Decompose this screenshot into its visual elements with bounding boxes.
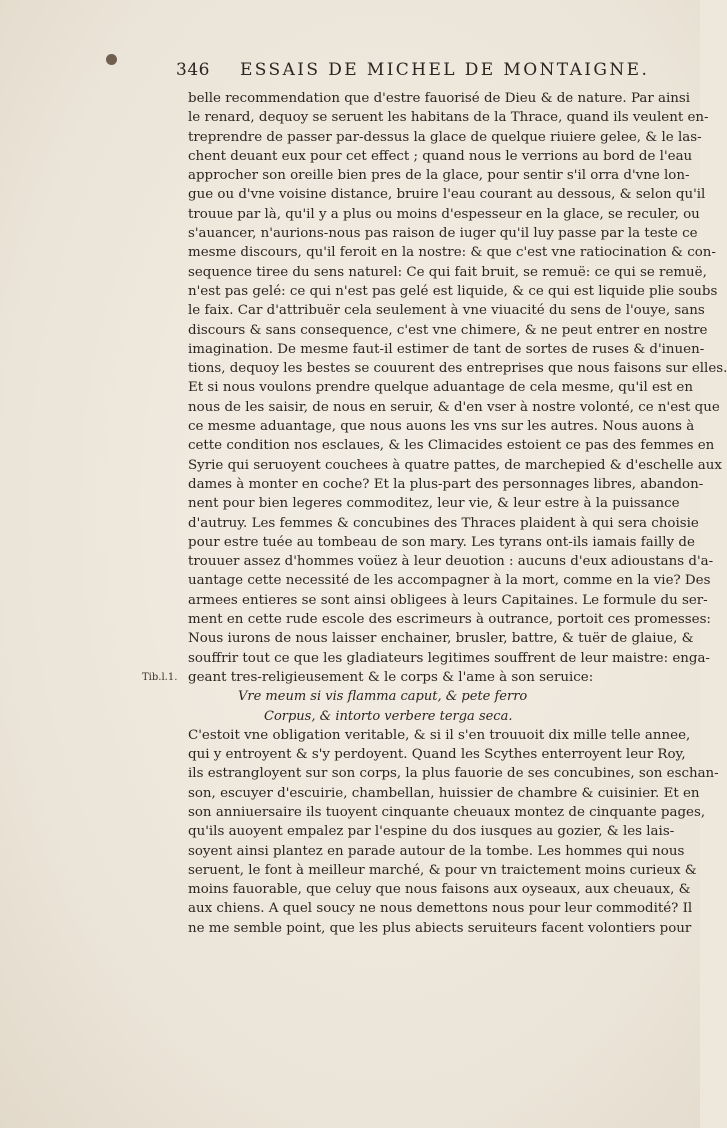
text-line: approcher son oreille bien pres de la glace, pour sentir s'il orra d'vne lon-: [188, 168, 690, 184]
text-line: Et si nous voulons prendre quelque aduantage de cela mesme, qu'il est en: [188, 380, 693, 396]
page-number: 346: [176, 60, 210, 80]
text-line: Syrie qui seruoyent couchees à quatre pattes, de marchepied & d'eschelle aux: [188, 457, 722, 473]
text-line: n'est pas gelé: ce qui n'est pas gelé est liquide, & ce qui est liquide plie soubs: [188, 283, 718, 299]
text-line: chent deuant eux pour cet effect ; quand nous le verrions au bord de l'eau: [188, 148, 693, 164]
latin-verse: [188, 687, 668, 726]
text-line: d'autruy. Les femmes & concubines des Thraces plaident à qui sera choisie: [188, 515, 699, 531]
page-header: [176, 60, 664, 84]
text-line: qu'ils auoyent empalez par l'espine du dos iusques au gozier, & les lais-: [188, 824, 675, 840]
text-line: trouuer assez d'hommes voüez à leur deuotion : aucuns d'eux adioustans d'a-: [188, 554, 714, 570]
text-line: son anniuersaire ils tuoyent cinquante cheuaux montez de cinquante pages,: [188, 804, 706, 820]
text-line: s'auancer, n'aurions-nous pas raison de iuger qu'il luy passe par la teste ce: [188, 226, 698, 242]
text-line: imagination. De mesme faut-il estimer de tant de sortes de ruses & d'inuen-: [188, 341, 705, 357]
text-line: gue ou d'vne voisine distance, bruire l'eau courant au dessous, & selon qu'il: [188, 187, 706, 203]
text-line: moins fauorable, que celuy que nous faisons aux oyseaux, aux cheuaux, &: [188, 882, 691, 898]
text-line: trouue par là, qu'il y a plus ou moins d'espesseur en la glace, se reculer, ou: [188, 206, 700, 222]
ink-blot: [106, 54, 117, 65]
text-line: le faix. Car d'attribuër cela seulement à vne viuacité du sens de l'ouye, sans: [188, 303, 705, 319]
text-line: dames à monter en coche? Et la plus-part des personnages libres, abandon-: [188, 476, 704, 492]
text-line: C'estoit vne obligation veritable, & si il s'en trouuoit dix mille telle annee,: [188, 727, 691, 743]
body-text: [188, 89, 727, 938]
paragraph-after-verse: [188, 726, 719, 938]
text-line: ce mesme aduantage, que nous auons les vns sur les autres. Nous auons à: [188, 419, 695, 435]
margin-note: Tib.l.1.: [142, 672, 178, 683]
text-line: treprendre de passer par-dessus la glace de quelque riuiere gelee, & le las-: [188, 129, 702, 145]
text-line: nent pour bien legeres commoditez, leur vie, & leur estre à la puissance: [188, 496, 680, 512]
text-line: souffrir tout ce que les gladiateurs legitimes souffrent de leur maistre: enga-: [188, 650, 710, 666]
text-line: ils estrangloyent sur son corps, la plus fauorie de ses concubines, son eschan-: [188, 766, 719, 782]
text-line: aux chiens. A quel soucy ne nous demettons nous pour leur commodité? Il: [188, 901, 693, 917]
running-title: ESSAIS DE MICHEL DE MONTAIGNE.: [240, 60, 650, 80]
text-line: le renard, dequoy se seruent les habitans de la Thrace, quand ils veulent en-: [188, 110, 709, 126]
text-line: mesme discours, qu'il feroit en la nostre: & que c'est vne ratiocination & con-: [188, 245, 716, 261]
text-line: cette condition nos esclaues, & les Climacides estoient ce pas des femmes en: [188, 438, 715, 454]
verse-line: Vre meum si vis flamma caput, & pete ferro: [238, 689, 528, 705]
text-line: geant tres-religieusement & le corps & l'ame à son seruice:: [188, 669, 594, 685]
verse-line: Corpus, & intorto verbere terga seca.: [264, 708, 513, 724]
text-line: sequence tiree du sens naturel: Ce qui fait bruit, se remuë: ce qui se remuë,: [188, 264, 707, 280]
text-line: seruent, le font à meilleur marché, & pour vn traictement moins curieux &: [188, 862, 697, 878]
text-line: tions, dequoy les bestes se couurent des entreprises que nous faisons sur elles.: [188, 361, 727, 377]
text-line: ne me semble point, que les plus abiects seruiteurs facent volontiers pour: [188, 920, 692, 936]
text-line: belle recommendation que d'estre fauorisé de Dieu & de nature. Par ainsi: [188, 91, 691, 106]
text-line: pour estre tuée au tombeau de son mary. Les tyrans ont-ils iamais failly de: [188, 534, 695, 550]
text-line: nous de les saisir, de nous en seruir, & d'en vser à nostre volonté, ce n'est que: [188, 399, 720, 415]
text-line: qui y entroyent & s'y perdoyent. Quand les Scythes enterroyent leur Roy,: [188, 747, 686, 763]
text-line: ment en cette rude escole des escrimeurs à outrance, portoit ces promesses:: [188, 612, 711, 628]
text-line: armees entieres se sont ainsi obligees à leurs Capitaines. Le formule du ser-: [188, 592, 708, 608]
paragraph-before-verse: [188, 89, 727, 687]
text-line: soyent ainsi plantez en parade autour de la tombe. Les hommes qui nous: [188, 843, 685, 859]
text-line: discours & sans consequence, c'est vne chimere, & ne peut entrer en nostre: [188, 322, 708, 338]
text-line: son, escuyer d'escuirie, chambellan, huissier de chambre & cuisinier. Et en: [188, 785, 700, 801]
text-line: uantage cette necessité de les accompagner à la mort, comme en la vie? Des: [188, 573, 711, 589]
text-line: Nous iurons de nous laisser enchainer, brusler, battre, & tuër de glaiue, &: [188, 631, 694, 647]
